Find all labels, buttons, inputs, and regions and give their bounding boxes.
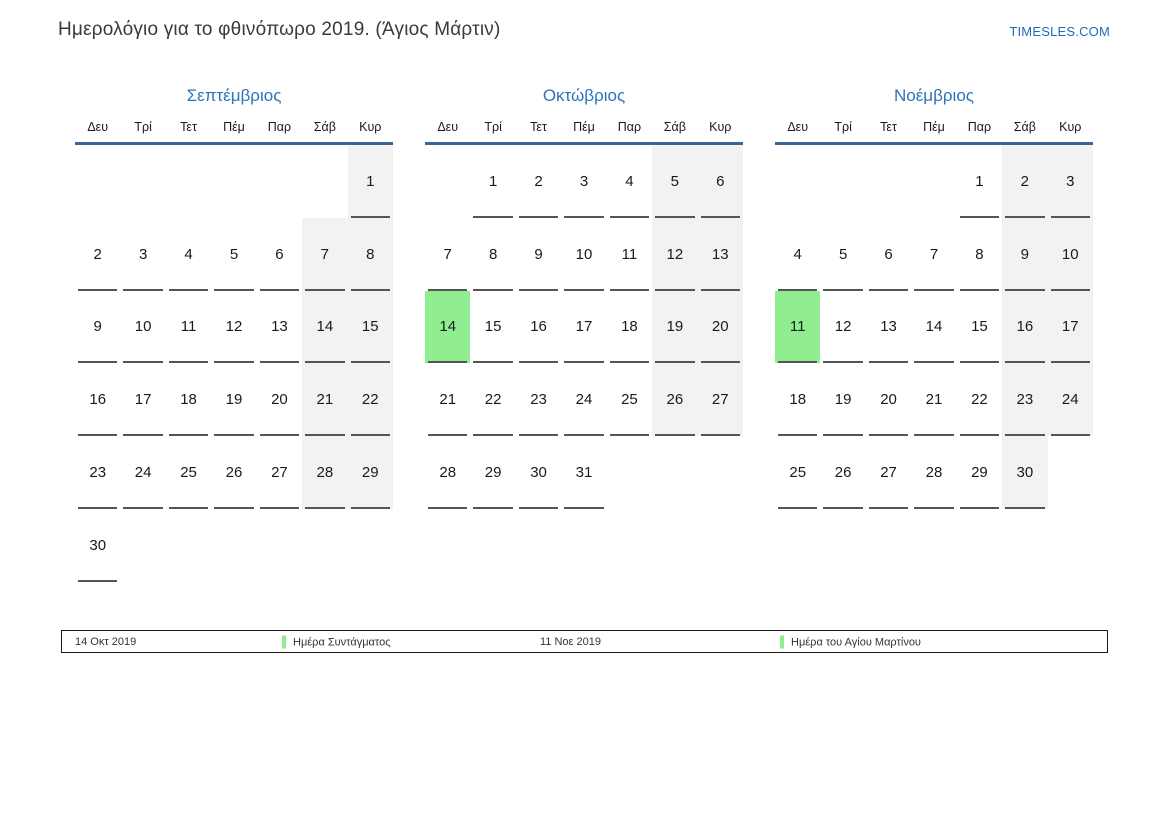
day-number: 22: [484, 391, 502, 409]
day-number: 27: [711, 391, 729, 409]
day-number: 18: [789, 391, 807, 409]
highlighted-day-cell: [425, 291, 470, 364]
day-cell: [866, 436, 911, 509]
day-cell: [302, 363, 347, 436]
day-cell: [211, 291, 256, 364]
day-cell: [348, 363, 393, 436]
week-row: [75, 363, 393, 436]
day-number: 29: [361, 464, 379, 482]
day-number: 7: [443, 245, 452, 263]
day-cell: [257, 363, 302, 436]
day-number: 11: [621, 245, 638, 263]
day-cell: [166, 291, 211, 364]
day-number: 1: [975, 172, 984, 190]
day-cell: [1002, 291, 1047, 364]
day-number: 2: [93, 245, 102, 263]
day-cell: [470, 363, 515, 436]
day-cell: [911, 218, 956, 291]
day-cell: [302, 291, 347, 364]
day-number: 21: [439, 391, 457, 409]
day-cell: [561, 363, 606, 436]
day-cell: [607, 218, 652, 291]
week-row: [775, 218, 1093, 291]
weekday-label: Παρ: [617, 120, 642, 134]
day-cell: [957, 436, 1002, 509]
day-cell: [166, 218, 211, 291]
empty-cell: [652, 436, 697, 509]
day-number: 22: [361, 391, 379, 409]
day-number: 10: [134, 318, 152, 336]
month-title: Σεπτέμβριος: [186, 86, 282, 105]
day-cell: [257, 436, 302, 509]
day-number: 12: [834, 318, 852, 336]
day-number: 5: [838, 245, 848, 263]
month-calendar: [775, 85, 1093, 582]
day-cell: [561, 436, 606, 509]
day-number: 7: [929, 245, 939, 263]
day-number: 9: [1020, 245, 1030, 263]
day-cell: [75, 363, 120, 436]
empty-cell: [211, 509, 256, 582]
day-number: 14: [316, 318, 334, 336]
day-cell: [75, 291, 120, 364]
day-number: 27: [880, 464, 897, 482]
week-row: [75, 218, 393, 291]
day-cell: [348, 291, 393, 364]
day-cell: [911, 291, 956, 364]
day-number: 3: [138, 245, 148, 263]
day-cell: [211, 436, 256, 509]
weekday-label: Σάβ: [663, 120, 686, 134]
empty-cell: [1048, 436, 1093, 509]
day-number: 15: [484, 318, 502, 336]
day-cell: [957, 145, 1002, 218]
day-number: 20: [880, 391, 897, 409]
day-number: 9: [93, 318, 102, 336]
legend-text: Ημέρα του Αγίου Μαρτίνου: [791, 636, 921, 648]
day-cell: [348, 218, 393, 291]
day-cell: [1002, 363, 1047, 436]
day-cell: [75, 509, 120, 582]
empty-cell: [775, 145, 820, 218]
day-cell: [911, 363, 956, 436]
day-cell: [348, 145, 393, 218]
day-number: 13: [271, 318, 288, 336]
week-row: [75, 436, 393, 509]
week-row: [425, 145, 743, 218]
day-cell: [607, 363, 652, 436]
event-marker-icon: [780, 635, 784, 648]
day-cell: [607, 145, 652, 218]
weekday-label: Πέμ: [923, 120, 945, 134]
day-number: 18: [180, 391, 197, 409]
day-number: 30: [1016, 464, 1034, 482]
day-number: 12: [666, 245, 684, 263]
day-number: 3: [1066, 172, 1075, 190]
day-number: 2: [534, 172, 543, 190]
weekday-label: Δευ: [437, 120, 459, 134]
day-cell: [516, 291, 561, 364]
day-cell: [698, 218, 743, 291]
day-number: 23: [530, 391, 547, 409]
day-number: 16: [1016, 318, 1034, 336]
day-cell: [1002, 218, 1047, 291]
month-title: Οκτώβριος: [542, 86, 626, 105]
day-number: 22: [971, 391, 988, 409]
day-number: 16: [530, 318, 547, 336]
day-cell: [820, 363, 865, 436]
day-number: 24: [134, 464, 152, 482]
empty-cell: [166, 145, 211, 218]
day-cell: [302, 436, 347, 509]
day-number: 18: [621, 318, 638, 336]
day-number: 14: [925, 318, 943, 336]
week-row: [425, 363, 743, 436]
day-number: 17: [575, 318, 593, 336]
day-number: 31: [575, 464, 593, 482]
day-cell: [652, 363, 697, 436]
empty-cell: [911, 145, 956, 218]
day-number: 10: [575, 245, 593, 263]
day-number: 15: [361, 318, 379, 336]
day-cell: [257, 218, 302, 291]
day-cell: [1048, 291, 1093, 364]
week-row: [425, 436, 743, 509]
day-cell: [1048, 363, 1093, 436]
weekday-label: Τετ: [180, 120, 197, 134]
legend-event: [780, 635, 921, 648]
empty-cell: [607, 436, 652, 509]
day-cell: [166, 436, 211, 509]
day-cell: [211, 363, 256, 436]
day-cell: [652, 218, 697, 291]
day-cell: [698, 145, 743, 218]
week-row: [75, 291, 393, 364]
weekday-label: Τρί: [134, 120, 152, 134]
day-number: 3: [579, 172, 589, 190]
day-cell: [775, 218, 820, 291]
day-number: 28: [316, 464, 334, 482]
day-cell: [470, 436, 515, 509]
day-number: 8: [366, 245, 375, 263]
day-number: 19: [834, 391, 852, 409]
day-number: 4: [625, 172, 634, 190]
day-cell: [698, 291, 743, 364]
day-number: 13: [880, 318, 897, 336]
weekday-label: Κυρ: [1059, 120, 1082, 134]
day-cell: [866, 291, 911, 364]
day-cell: [302, 218, 347, 291]
day-cell: [561, 145, 606, 218]
day-number: 23: [1016, 391, 1034, 409]
empty-cell: [302, 145, 347, 218]
empty-cell: [866, 145, 911, 218]
page-title: Ημερολόγιο για το φθινόπωρο 2019. (Άγιος Μάρτιν): [58, 19, 501, 40]
day-number: 17: [134, 391, 152, 409]
day-cell: [652, 291, 697, 364]
day-cell: [957, 363, 1002, 436]
empty-cell: [211, 145, 256, 218]
highlighted-day-cell: [775, 291, 820, 364]
day-number: 8: [488, 245, 498, 263]
day-number: 26: [834, 464, 852, 482]
week-row: [775, 145, 1093, 218]
day-number: 20: [711, 318, 729, 336]
day-cell: [1002, 145, 1047, 218]
day-number: 23: [89, 464, 107, 482]
empty-cell: [257, 509, 302, 582]
day-cell: [911, 436, 956, 509]
legend-bar: [61, 630, 1108, 653]
day-number: 25: [789, 464, 807, 482]
event-marker-icon: [282, 635, 286, 648]
day-number: 11: [180, 318, 197, 336]
day-cell: [652, 145, 697, 218]
day-cell: [75, 436, 120, 509]
week-row: [75, 509, 393, 582]
day-cell: [607, 291, 652, 364]
empty-cell: [166, 509, 211, 582]
empty-cell: [302, 509, 347, 582]
empty-cell: [257, 145, 302, 218]
day-cell: [120, 218, 165, 291]
day-cell: [820, 436, 865, 509]
weekday-label: Παρ: [967, 120, 992, 134]
brand-link[interactable]: TIMESLES.COM: [1009, 24, 1110, 39]
day-number: 2: [1020, 172, 1030, 190]
day-number: 30: [530, 464, 547, 482]
day-number: 17: [1061, 318, 1079, 336]
day-number: 5: [670, 172, 680, 190]
month-calendar: [425, 85, 743, 582]
day-cell: [425, 363, 470, 436]
legend-text: Ημέρα Συντάγματος: [293, 636, 391, 648]
day-number: 5: [229, 245, 239, 263]
day-number: 6: [716, 172, 725, 190]
day-cell: [820, 218, 865, 291]
day-number: 29: [484, 464, 502, 482]
day-cell: [516, 218, 561, 291]
day-number: 26: [666, 391, 684, 409]
day-number: 15: [971, 318, 988, 336]
legend-date: [540, 636, 601, 648]
empty-cell: [348, 509, 393, 582]
weekday-label: Δευ: [787, 120, 809, 134]
day-number: 28: [925, 464, 943, 482]
weekday-label: Τρί: [834, 120, 852, 134]
day-number: 28: [439, 464, 457, 482]
day-cell: [166, 363, 211, 436]
weekday-header-row: [775, 119, 1093, 145]
day-cell: [425, 218, 470, 291]
day-number: 21: [925, 391, 943, 409]
day-cell: [470, 218, 515, 291]
day-cell: [561, 218, 606, 291]
day-number: 25: [180, 464, 197, 482]
empty-cell: [820, 145, 865, 218]
day-number: 6: [275, 245, 284, 263]
day-cell: [470, 291, 515, 364]
weekday-label: Τετ: [880, 120, 897, 134]
day-cell: [120, 291, 165, 364]
day-number: 11: [789, 318, 806, 336]
day-number: 14: [439, 318, 457, 336]
week-row: [425, 291, 743, 364]
week-row: [775, 436, 1093, 509]
day-cell: [866, 363, 911, 436]
day-cell: [211, 218, 256, 291]
legend-text: 11 Νοε 2019: [540, 635, 601, 648]
day-cell: [257, 291, 302, 364]
day-cell: [348, 436, 393, 509]
day-number: 1: [488, 172, 498, 190]
legend-text: 14 Οκτ 2019: [75, 635, 137, 648]
day-number: 25: [621, 391, 638, 409]
legend-event: [282, 635, 391, 648]
day-number: 24: [1061, 391, 1079, 409]
day-cell: [516, 436, 561, 509]
day-number: 26: [225, 464, 243, 482]
day-cell: [820, 291, 865, 364]
day-number: 8: [975, 245, 984, 263]
day-cell: [425, 436, 470, 509]
day-cell: [75, 218, 120, 291]
weekday-label: Δευ: [87, 120, 109, 134]
day-number: 19: [666, 318, 684, 336]
legend-date: [75, 636, 136, 648]
empty-cell: [120, 145, 165, 218]
empty-cell: [698, 436, 743, 509]
day-number: 12: [225, 318, 243, 336]
month-title: Νοέμβριος: [894, 86, 974, 105]
weekday-label: Παρ: [267, 120, 292, 134]
weekday-header-row: [75, 119, 393, 145]
day-number: 16: [89, 391, 107, 409]
day-cell: [516, 145, 561, 218]
weekday-label: Κυρ: [359, 120, 382, 134]
day-cell: [698, 363, 743, 436]
empty-cell: [120, 509, 165, 582]
week-row: [75, 145, 393, 218]
day-cell: [866, 218, 911, 291]
week-row: [425, 218, 743, 291]
day-cell: [470, 145, 515, 218]
day-cell: [1048, 218, 1093, 291]
day-cell: [775, 436, 820, 509]
weekday-label: Τετ: [530, 120, 547, 134]
day-number: 6: [884, 245, 893, 263]
day-number: 13: [711, 245, 729, 263]
day-number: 19: [225, 391, 243, 409]
day-number: 24: [575, 391, 593, 409]
day-number: 27: [271, 464, 288, 482]
day-cell: [957, 218, 1002, 291]
calendars: [75, 85, 1093, 582]
month-calendar: [75, 85, 393, 582]
week-row: [775, 363, 1093, 436]
empty-cell: [75, 145, 120, 218]
week-row: [775, 291, 1093, 364]
day-cell: [957, 291, 1002, 364]
day-number: 29: [971, 464, 988, 482]
day-cell: [516, 363, 561, 436]
day-number: 10: [1061, 245, 1079, 263]
day-cell: [120, 363, 165, 436]
day-number: 4: [793, 245, 802, 263]
empty-cell: [425, 145, 470, 218]
day-cell: [775, 363, 820, 436]
day-number: 1: [366, 172, 375, 190]
day-number: 21: [316, 391, 334, 409]
day-number: 20: [271, 391, 288, 409]
day-number: 9: [534, 245, 543, 263]
weekday-label: Κυρ: [709, 120, 732, 134]
weekday-header-row: [425, 119, 743, 145]
weekday-label: Σάβ: [1013, 120, 1036, 134]
day-cell: [1048, 145, 1093, 218]
weekday-label: Τρί: [484, 120, 502, 134]
day-cell: [1002, 436, 1047, 509]
weekday-label: Πέμ: [573, 120, 595, 134]
day-cell: [561, 291, 606, 364]
weekday-label: Σάβ: [313, 120, 336, 134]
day-number: 4: [184, 245, 193, 263]
weekday-label: Πέμ: [223, 120, 245, 134]
day-number: 30: [89, 536, 107, 554]
day-cell: [120, 436, 165, 509]
day-number: 7: [320, 245, 330, 263]
